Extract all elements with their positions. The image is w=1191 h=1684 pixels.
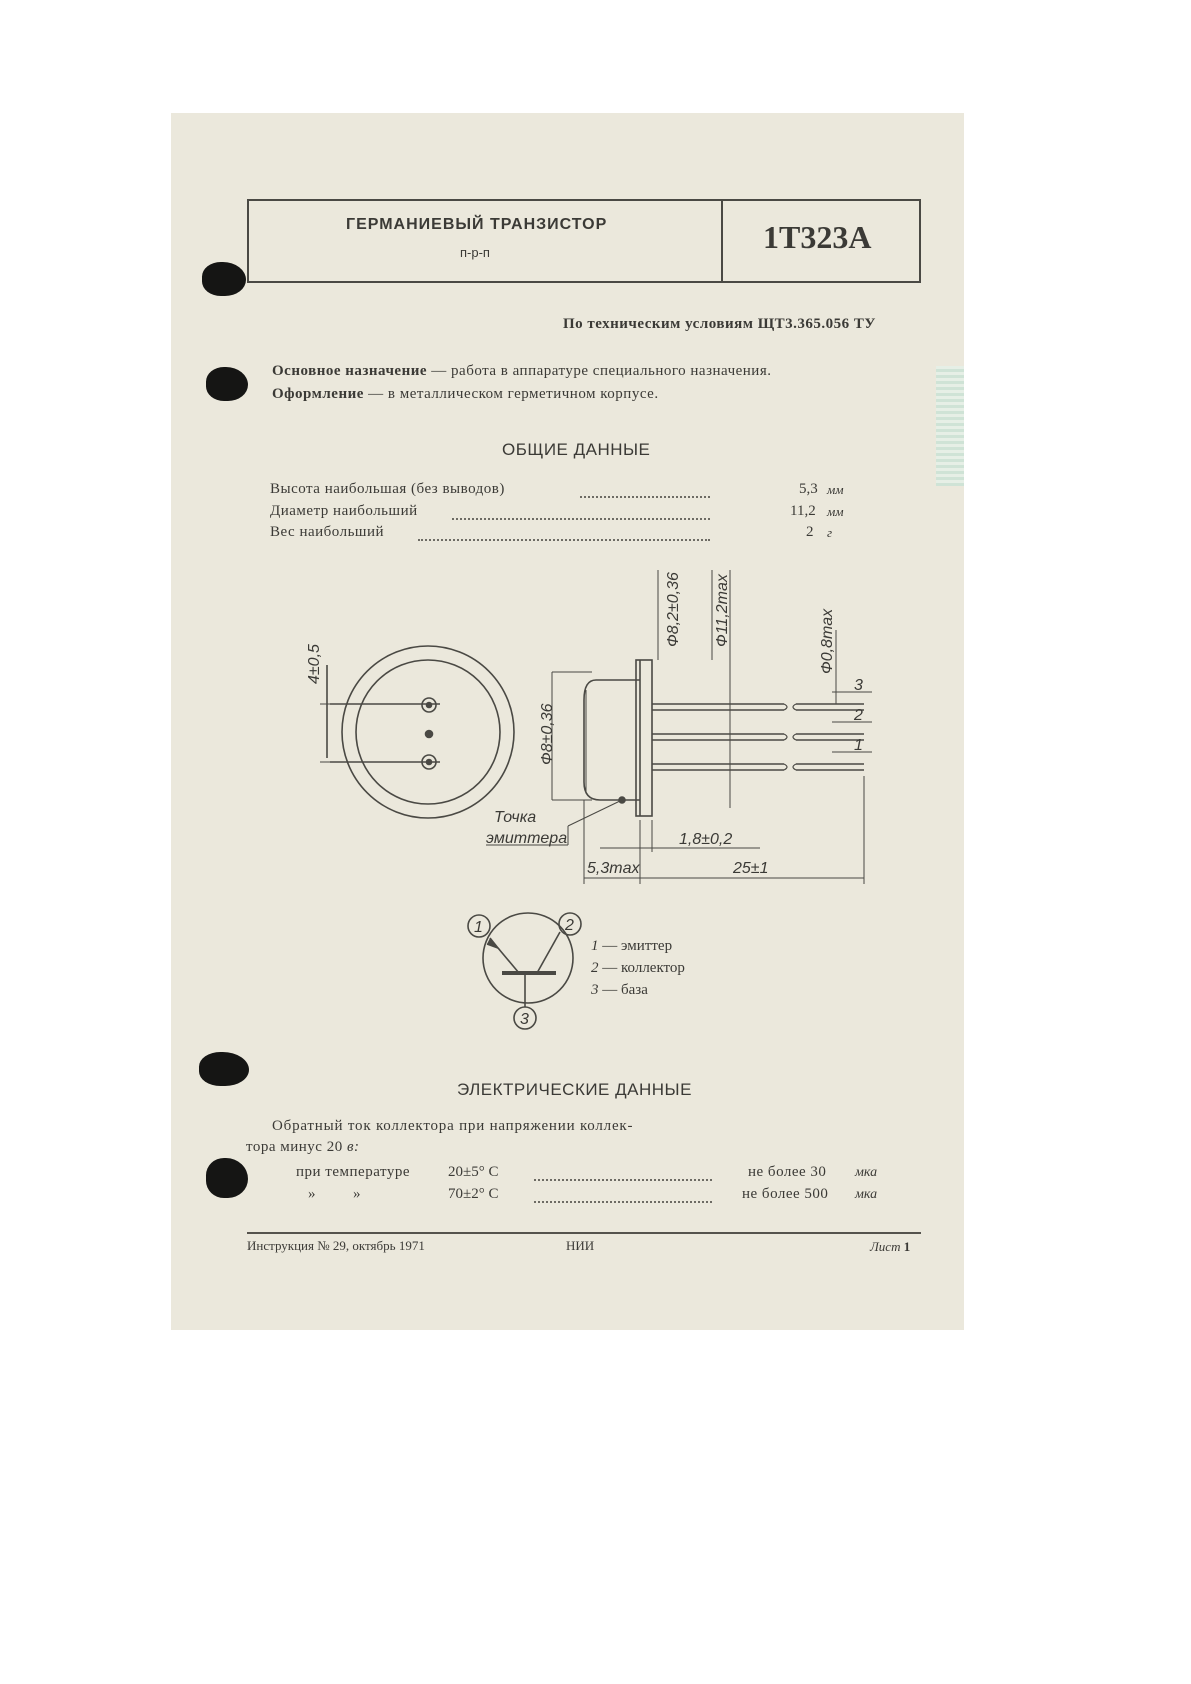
emitter-point-label: эмиттера <box>486 830 568 847</box>
electrical-row-prefix: при температуре <box>296 1164 410 1180</box>
dim-53: 5,3max <box>587 860 640 877</box>
general-row-label: Вес наибольший <box>270 524 385 540</box>
electrical-row-prefix: » » <box>308 1186 361 1202</box>
document-title: ГЕРМАНИЕВЫЙ ТРАНЗИСТОР <box>346 216 608 233</box>
footer-institute: НИИ <box>566 1238 595 1253</box>
dim-4: 4±0,5 <box>306 644 323 684</box>
lead-number: 2 <box>854 707 863 724</box>
legend-item: 3 — база <box>591 982 648 998</box>
electrical-row-value: не более 30 <box>748 1164 827 1180</box>
electrical-data-heading: ЭЛЕКТРИЧЕСКИЕ ДАННЫЕ <box>457 1080 692 1099</box>
dim-8: Ф8±0,36 <box>539 703 556 765</box>
electrical-row-unit: мка <box>855 1187 878 1202</box>
general-data-heading: ОБЩИЕ ДАННЫЕ <box>502 440 651 459</box>
leader-dots <box>534 1201 712 1203</box>
dim-18: 1,8±0,2 <box>679 831 733 848</box>
flange <box>636 660 652 816</box>
general-row-unit: мм <box>827 482 844 497</box>
design-label: Оформление <box>272 386 364 402</box>
part-number: 1Т323А <box>763 219 872 255</box>
general-row-value: 2 <box>806 524 814 540</box>
electrical-row-unit: мка <box>855 1165 878 1180</box>
purpose-text: — работа в аппаратуре специального назначения. <box>427 363 772 379</box>
dim-112: Ф11,2max <box>714 574 731 647</box>
dim-25: 25±1 <box>733 860 769 877</box>
cap-outline <box>584 680 640 800</box>
lead-number: 3 <box>854 677 863 694</box>
lead-number: 1 <box>854 737 863 754</box>
pin-number: 2 <box>565 917 574 934</box>
electrical-row-value: не более 500 <box>742 1186 829 1202</box>
electrical-row-temp: 20±5° С <box>448 1164 499 1180</box>
electrical-intro: Обратный ток коллектора при напряжении коллек- <box>272 1118 634 1134</box>
legend-item: 2 — коллектор <box>591 960 685 976</box>
purpose-label: Основное назначение <box>272 363 428 379</box>
general-row-label: Диаметр наибольший <box>270 503 418 519</box>
legend-item: 1 — эмиттер <box>591 938 673 954</box>
general-row-value: 11,2 <box>790 503 816 519</box>
general-row-unit: г <box>827 525 833 540</box>
general-row-value: 5,3 <box>799 481 818 497</box>
dim-82: Ф8,2±0,36 <box>665 572 682 647</box>
leads <box>652 704 864 770</box>
design-text: — в металлическом герметичном корпусе. <box>363 386 659 402</box>
footer-instruction: Инструкция № 29, октябрь 1971 <box>247 1238 425 1253</box>
electrical-intro: тора минус 20 в: <box>246 1139 360 1155</box>
electrical-row-temp: 70±2° С <box>448 1186 499 1202</box>
document-subtitle: п-р-п <box>460 245 490 260</box>
dim-08: Ф0,8max <box>819 608 836 674</box>
emitter-point-label: Точка <box>494 809 537 826</box>
general-row-label: Высота наибольшая (без выводов) <box>270 481 505 497</box>
pin-number: 1 <box>474 919 483 936</box>
pin-number: 3 <box>520 1011 529 1028</box>
footer-sheet: Лист 1 <box>870 1239 911 1254</box>
leader-dots <box>534 1179 712 1181</box>
technical-conditions: По техническим условиям ЩТ3.365.056 ТУ <box>563 316 876 332</box>
general-row-unit: мм <box>827 504 844 519</box>
footer-rule <box>247 1232 921 1234</box>
